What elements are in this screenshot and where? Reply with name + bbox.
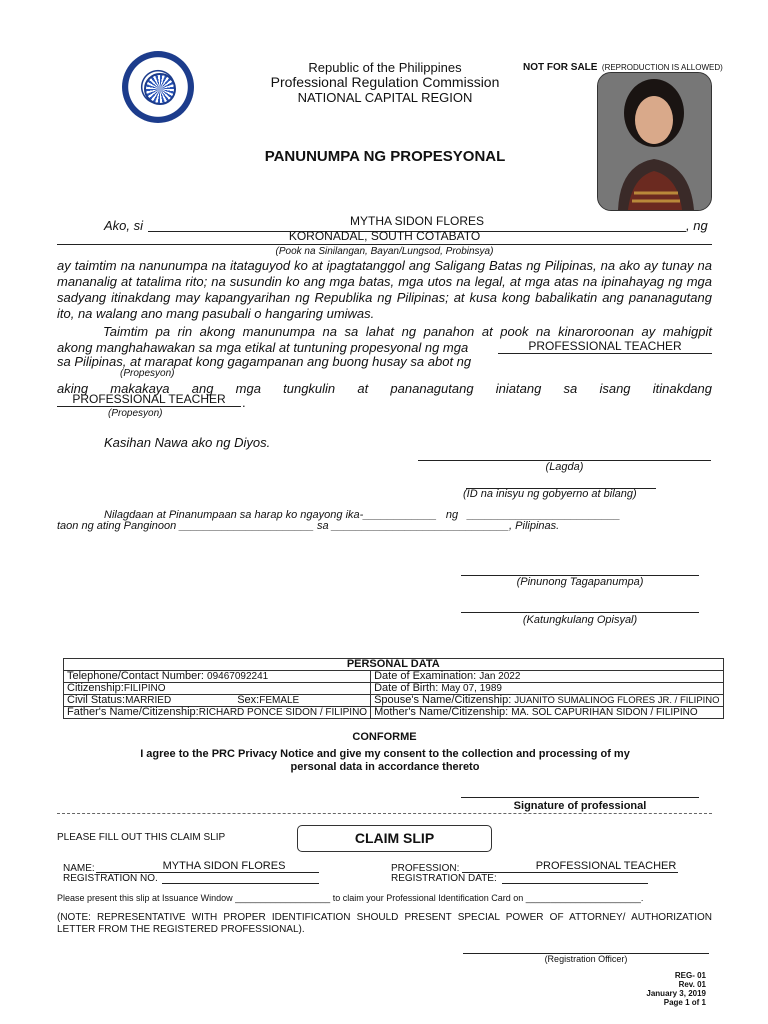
profession-2-value: PROFESSIONAL TEACHER	[72, 392, 226, 406]
claim-profession-value: PROFESSIONAL TEACHER	[535, 860, 677, 872]
claim-regno-label: REGISTRATION NO.	[63, 873, 158, 884]
republic-line: Republic of the Philippines	[308, 60, 462, 75]
period: .	[242, 395, 246, 410]
professional-signature-line	[461, 787, 699, 798]
katungkulang-caption: (Katungkulang Opisyal)	[522, 614, 638, 626]
registration-officer-line	[463, 943, 709, 954]
claim-slip-title: CLAIM SLIP	[354, 830, 435, 846]
profession-1: PROFESSIONAL TEACHER	[528, 339, 682, 353]
claim-present-instruction: Please present this slip at Issuance Window ___________________ to claim your Professional Identification Card on _______________________.	[57, 893, 644, 903]
claim-regno-line	[162, 873, 319, 884]
exam-date-value: Jan 2022	[479, 671, 521, 682]
mother-label: Mother's Name/Citizenship:	[374, 706, 509, 718]
claim-regdate-label: REGISTRATION DATE:	[391, 873, 497, 884]
civil-status-value: MARRIED	[125, 695, 172, 706]
exam-date-row	[371, 671, 723, 683]
lagda-signature-line	[418, 446, 711, 461]
citizenship-label: Citizenship:	[67, 682, 124, 694]
father-label: Father's Name/Citizenship:	[67, 706, 199, 718]
conforme-title: CONFORME	[352, 731, 417, 743]
professional-signature-caption: Signature of professional	[513, 800, 647, 812]
citizenship-row	[64, 683, 371, 695]
mother-value: MA. SOL CAPURIHAN SIDON / FILIPINO	[511, 707, 698, 718]
place-caption: (Pook na Sinilangan, Bayan/Lungsod, Probinsya)	[275, 246, 494, 257]
reproduction-allowed-label: (REPRODUCTION IS ALLOWED)	[601, 63, 723, 72]
form-code: REG- 01	[674, 971, 706, 980]
pinunong-signature-line	[461, 563, 699, 576]
prc-seal-logo	[122, 51, 194, 123]
conforme-text: I agree to the PRC Privacy Notice and give my consent to the collection and processing of my personal data in accordance thereto	[140, 748, 630, 773]
oath-paragraph-2-line1: Taimtim pa rin akong manunumpa na sa lahat ng panahon at pook na kinaroroonan ay mahigpit	[103, 324, 712, 339]
oath-name: MYTHA SIDON FLORES	[349, 214, 485, 228]
telephone-row	[64, 671, 371, 683]
seal-emblem-icon	[144, 73, 176, 105]
id-photo	[597, 72, 712, 211]
spouse-value: JUANITO SUMALINOG FLORES JR. / FILIPINO	[514, 695, 720, 706]
region-name: NATIONAL CAPITAL REGION	[297, 90, 473, 105]
father-row	[64, 707, 371, 719]
id-caption: (ID na inisyu ng gobyerno at bilang)	[463, 488, 637, 500]
propesyon-caption-1: (Propesyon)	[120, 368, 175, 379]
sex-value: FEMALE	[259, 695, 300, 706]
personal-data-title: PERSONAL DATA	[64, 659, 724, 671]
form-page: Page 1 of 1	[663, 998, 706, 1007]
mother-row	[371, 707, 723, 719]
claim-note: (NOTE: REPRESENTATIVE WITH PROPER IDENTIFICATION SHOULD PRESENT SPECIAL POWER OF ATTORNEY/ AUTHORIZATION LETTER FROM THE REGISTERED PROFESSIONAL).	[57, 912, 712, 935]
document-title: PANUNUMPA NG PROPESYONAL	[264, 148, 506, 165]
nilagdaan-line: Nilagdaan at Pinanumpaan sa harap ko ngayong ika-____________ ng _________________________	[104, 509, 621, 521]
pinunong-caption: (Pinunong Tagapanumpa)	[516, 576, 644, 588]
oath-paragraph-1: ay taimtim na nanunumpa na itataguyod ko at ipagtatanggol ang Saligang Batas ng Pilipinas, na ako ay tunay na mananalig at tatalima rito; na susundin ko ang mga batas, mga utos na legal, at mga atas na ipinahayag ng mga sadyang itinakdang may kapangyarihan ng Republika ng Pilipinas; at kusa kong babalikatin ang pananagutang ito, na walang ano mang pasubali o hangaring umiwas.	[57, 258, 712, 321]
citizenship-value: FILIPINO	[123, 683, 166, 694]
sex-label: Sex:	[237, 694, 260, 706]
birth-place: KORONADAL, SOUTH COTABATO	[288, 229, 481, 243]
profession-2	[57, 392, 241, 406]
agency-name: Professional Regulation Commission	[270, 74, 500, 90]
ng-label: , ng	[686, 218, 708, 233]
exam-date-label: Date of Examination:	[374, 670, 477, 682]
personal-data-table	[63, 658, 724, 719]
telephone-value: 09467092241	[207, 671, 269, 682]
katungkulang-signature-line	[461, 600, 699, 613]
dob-row	[371, 683, 723, 695]
spouse-row	[371, 695, 723, 707]
please-fill-label: PLEASE FILL OUT THIS CLAIM SLIP	[57, 832, 226, 843]
claim-regdate-line	[502, 873, 648, 884]
dob-label: Date of Birth:	[374, 682, 439, 694]
civil-status-label: Civil Status:	[67, 694, 126, 706]
taon-line: taon ng ating Panginoon ______________________ sa _____________________________, Pilipinas.	[57, 520, 560, 532]
civil-status-row	[64, 695, 371, 707]
lagda-caption: (Lagda)	[545, 461, 584, 473]
telephone-label: Telephone/Contact Number:	[67, 670, 204, 682]
claim-profession-label: PROFESSION:	[391, 863, 460, 874]
oath-paragraph-2-line3: sa Pilipinas, at marapat kong gagampanan ang buong husay sa abot ng	[57, 354, 472, 369]
form-date: January 3, 2019	[646, 989, 706, 998]
spouse-label: Spouse's Name/Citizenship:	[374, 694, 512, 706]
cut-line	[57, 813, 712, 814]
father-value: RICHARD PONCE SIDON / FILIPINO	[198, 707, 368, 718]
dob-value: May 07, 1989	[441, 683, 502, 694]
oath-paragraph-2-line4: aking makakaya ang mga tungkulin at pananagutang iniatang sa isang itinakdang	[57, 381, 712, 396]
form-revision: Rev. 01	[678, 980, 706, 989]
oath-paragraph-2-line2: akong manghahawakan sa mga etikal at tuntuning propesyonal ng mga	[57, 340, 469, 355]
claim-name-value: MYTHA SIDON FLORES	[162, 860, 286, 872]
not-for-sale-label: NOT FOR SALE	[523, 62, 598, 73]
propesyon-caption-2: (Propesyon)	[108, 408, 163, 419]
form-footer	[600, 971, 706, 1007]
registration-officer-caption: (Registration Officer)	[544, 954, 628, 964]
ako-si-label: Ako, si	[104, 218, 144, 233]
claim-name-label: NAME:	[63, 863, 95, 874]
kasihan-line: Kasihan Nawa ako ng Diyos.	[104, 435, 271, 450]
